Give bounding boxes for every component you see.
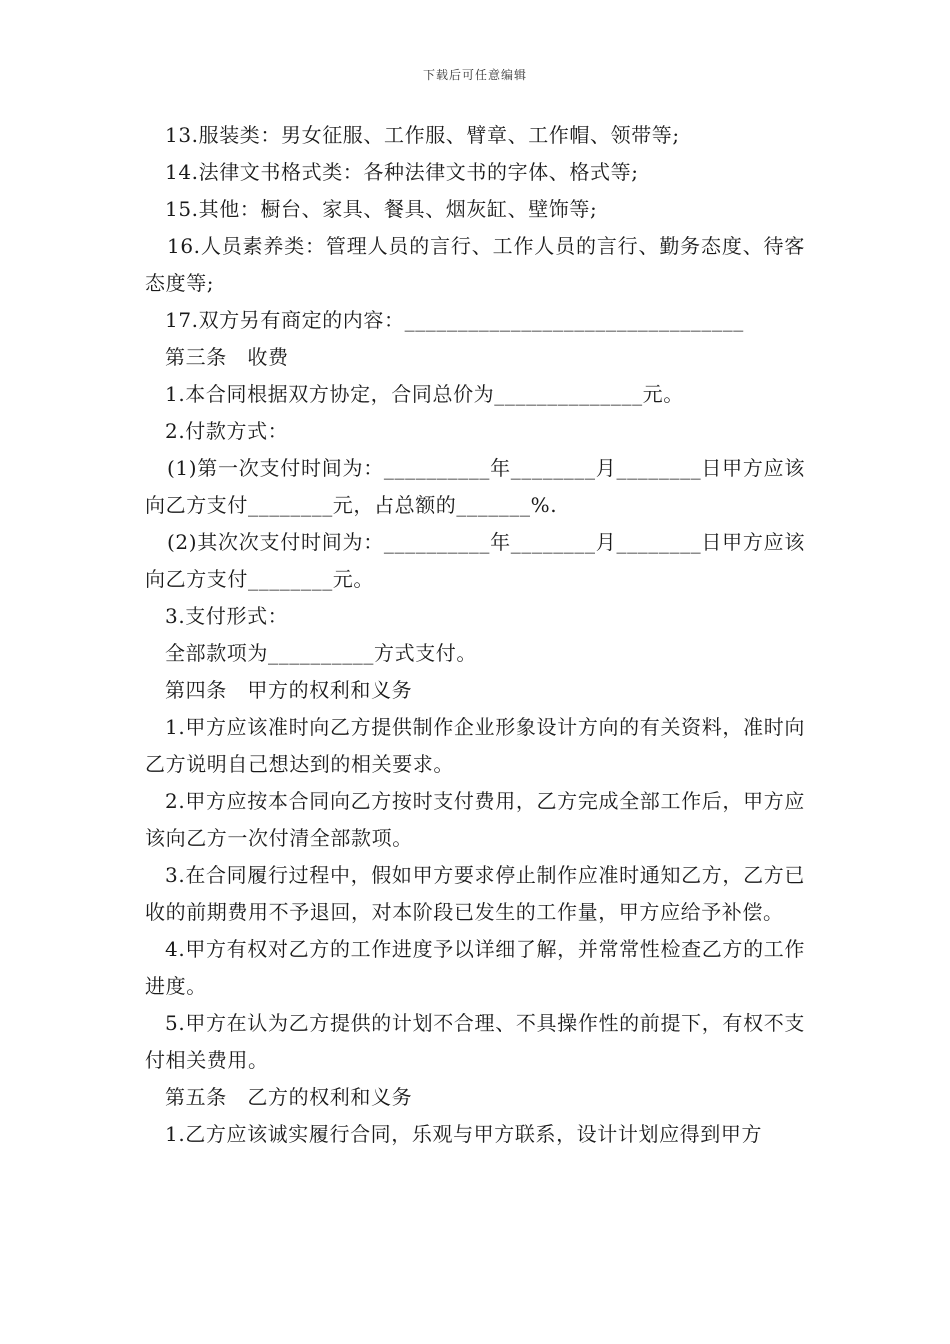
document-body: [145, 117, 805, 1153]
page-header: 下载后可任意编辑: [422, 68, 527, 82]
paragraph-item-13: 13.服装类：男女征服、工作服、臂章、工作帽、领带等;: [165, 123, 680, 147]
paragraph-party-a-5: 5.甲方在认为乙方提供的计划不合理、不具操作性的前提下，有权不支付相关费用。: [145, 1011, 805, 1072]
paragraph-party-a-4: 4.甲方有权对乙方的工作进度予以详细了解，并常常性检查乙方的工作进度。: [145, 937, 805, 998]
section-heading-party-a: 第四条 甲方的权利和义务: [165, 678, 413, 702]
paragraph-contract-total: 1.本合同根据双方协定，合同总价为______________元。: [165, 382, 684, 406]
section-heading-party-b: 第五条 乙方的权利和义务: [165, 1085, 413, 1109]
section-heading-fees: 第三条 收费: [165, 345, 289, 369]
paragraph-second-payment: (2)其次次支付时间为：__________年________月________日甲方应该向乙方支付________元。: [145, 530, 805, 591]
paragraph-party-a-2: 2.甲方应按本合同向乙方按时支付费用，乙方完成全部工作后，甲方应该向乙方一次付清全部款项。: [145, 789, 805, 850]
paragraph-party-a-1: 1.甲方应该准时向乙方提供制作企业形象设计方向的有关资料，准时向乙方说明自己想达到的相关要求。: [145, 715, 805, 776]
paragraph-item-17: 17.双方另有商定的内容：________________________________: [165, 308, 744, 332]
paragraph-party-b-1: 1.乙方应该诚实履行合同，乐观与甲方联系，设计计划应得到甲方: [165, 1122, 763, 1146]
paragraph-item-15: 15.其他：橱台、家具、餐具、烟灰缸、壁饰等;: [165, 197, 598, 221]
paragraph-payment-form: 3.支付形式：: [165, 604, 289, 628]
paragraph-item-16: 16.人员素养类：管理人员的言行、工作人员的言行、勤务态度、待客态度等;: [145, 234, 805, 295]
paragraph-first-payment: (1)第一次支付时间为：__________年________月________日甲方应该向乙方支付________元，占总额的_______%.: [145, 456, 805, 517]
paragraph-party-a-3: 3.在合同履行过程中，假如甲方要求停止制作应准时通知乙方，乙方已收的前期费用不予退回，对本阶段已发生的工作量，甲方应给予补偿。: [145, 863, 805, 924]
paragraph-payment-method: 2.付款方式：: [165, 419, 289, 443]
paragraph-item-14: 14.法律文书格式类：各种法律文书的字体、格式等;: [165, 160, 639, 184]
paragraph-all-payments: 全部款项为__________方式支付。: [165, 641, 477, 665]
